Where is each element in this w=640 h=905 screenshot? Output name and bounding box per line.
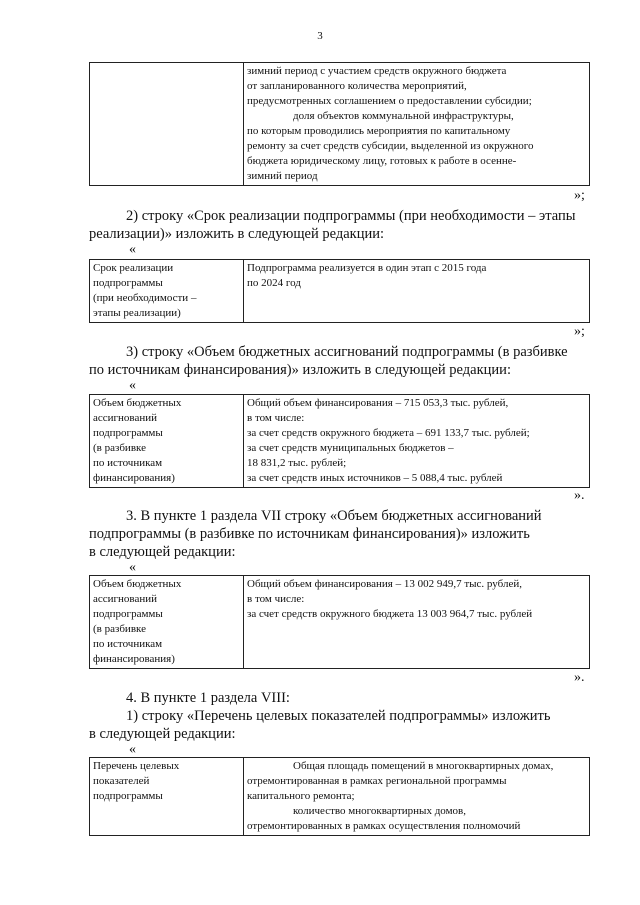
text-line: (в разбивке: [93, 442, 146, 454]
paragraph-line: реализации)» изложить в следующей редакции:: [89, 226, 385, 242]
text-line: за счет средств иных источников – 5 088,4 тыс. рублей: [247, 472, 503, 484]
text-line: зимний период с участием средств окружного бюджета: [247, 65, 507, 77]
text-line: показателей: [93, 775, 150, 787]
text-line: Перечень целевых: [93, 760, 180, 772]
text-line: подпрограммы: [93, 277, 163, 289]
text-line: отремонтированных в рамках осуществления полномочий: [247, 820, 521, 832]
closing-quote: ».: [574, 488, 585, 503]
text-line: капитального ремонта;: [247, 790, 355, 802]
opening-quote: «: [129, 378, 136, 393]
text-line: зимний период: [247, 170, 318, 182]
paragraph-line: по источникам финансирования)» изложить в следующей редакции:: [89, 362, 511, 378]
closing-quote: »;: [574, 188, 585, 203]
table-right-cell: [244, 63, 590, 186]
text-line: за счет средств окружного бюджета – 691 133,7 тыс. рублей;: [247, 427, 530, 439]
table-right-cell: [244, 576, 590, 669]
table-right-cell: [244, 758, 590, 836]
text-line: (при необходимости –: [93, 292, 197, 304]
text-line: ассигнований: [93, 593, 158, 605]
table-left-cell: [90, 63, 244, 186]
closing-quote: »;: [574, 324, 585, 339]
table-right-cell: [244, 395, 590, 488]
text-line: за счет средств муниципальных бюджетов –: [247, 442, 454, 454]
page-number: 3: [317, 30, 323, 42]
text-line: в том числе:: [247, 412, 305, 424]
table-term: [89, 259, 590, 323]
text-line: по 2024 год: [247, 277, 301, 289]
text-line: по которым проводились мероприятия по капитальному: [247, 125, 511, 137]
text-line: количество многоквартирных домов,: [293, 805, 466, 817]
text-line: Общий объем финансирования – 13 002 949,7 тыс. рублей,: [247, 578, 522, 590]
text-line: отремонтированная в рамках региональной программы: [247, 775, 507, 787]
table-left-cell: [90, 758, 244, 836]
paragraph-line: 2) строку «Срок реализации подпрограммы (при необходимости – этапы: [126, 208, 576, 224]
paragraph-line: 1) строку «Перечень целевых показателей подпрограммы» изложить: [126, 708, 551, 724]
text-line: по источникам: [93, 638, 163, 650]
text-line: Общая площадь помещений в многоквартирных домах,: [293, 760, 554, 772]
text-line: ремонту за счет средств субсидии, выделенной из окружного: [247, 140, 534, 152]
text-line: финансирования): [93, 653, 175, 665]
text-line: от запланированного количества мероприятий,: [247, 80, 467, 92]
text-line: (в разбивке: [93, 623, 146, 635]
paragraph-line: в следующей редакции:: [89, 726, 236, 742]
table-left-cell: [90, 576, 244, 669]
opening-quote: «: [129, 742, 136, 757]
paragraph-heading: 4. В пункте 1 раздела VIII:: [126, 690, 290, 706]
closing-quote: ».: [574, 670, 585, 685]
opening-quote: «: [129, 560, 136, 575]
text-line: Объем бюджетных: [93, 397, 182, 409]
paragraph-line: в следующей редакции:: [89, 544, 236, 560]
text-line: предусмотренных соглашением о предоставлении субсидии;: [247, 95, 532, 107]
table-left-cell: [90, 260, 244, 323]
paragraph-line: подпрограммы (в разбивке по источникам финансирования)» изложить: [89, 526, 530, 542]
text-line: Объем бюджетных: [93, 578, 182, 590]
text-line: Срок реализации: [93, 262, 174, 274]
text-line: подпрограммы: [93, 790, 163, 802]
text-line: подпрограммы: [93, 608, 163, 620]
text-line: этапы реализации): [93, 307, 181, 319]
text-line: Общий объем финансирования – 715 053,3 тыс. рублей,: [247, 397, 509, 409]
paragraph-line: 3) строку «Объем бюджетных ассигнований подпрограммы (в разбивке: [126, 344, 568, 360]
table-continuation: [89, 62, 590, 186]
text-line: за счет средств окружного бюджета 13 003 964,7 тыс. рублей: [247, 608, 533, 620]
text-line: бюджета юридическому лицу, готовых к работе в осенне-: [247, 155, 517, 167]
table-indicators: [89, 757, 590, 836]
table-left-cell: [90, 395, 244, 488]
text-line: в том числе:: [247, 593, 305, 605]
text-line: доля объектов коммунальной инфраструктуры,: [293, 110, 514, 122]
table-right-cell: [244, 260, 590, 323]
text-line: ассигнований: [93, 412, 158, 424]
table-budget: [89, 394, 590, 488]
text-line: подпрограммы: [93, 427, 163, 439]
text-line: Подпрограмма реализуется в один этап с 2015 года: [247, 262, 487, 274]
paragraph-line: 3. В пункте 1 раздела VII строку «Объем бюджетных ассигнований: [126, 508, 542, 524]
table-budget-section7: [89, 575, 590, 669]
text-line: финансирования): [93, 472, 175, 484]
text-line: по источникам: [93, 457, 163, 469]
text-line: 18 831,2 тыс. рублей;: [247, 457, 347, 469]
opening-quote: «: [129, 242, 136, 257]
